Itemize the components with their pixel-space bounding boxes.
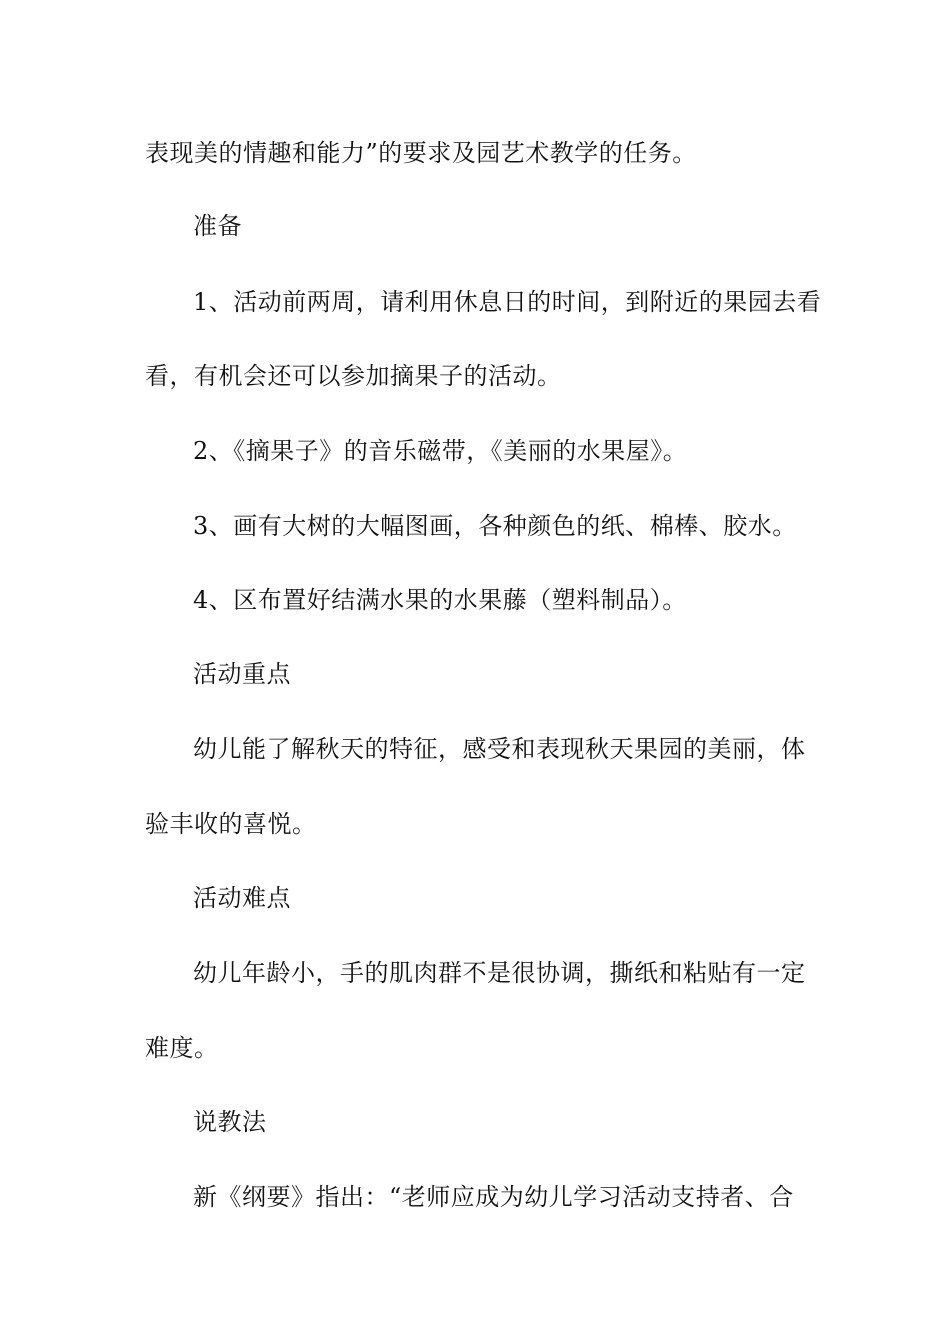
difficulties-text-line-1: 幼儿年龄小，手的肌肉群不是很协调，撕纸和粘贴有一定 [193, 959, 806, 987]
preparation-item-2: 2、《摘果子》的音乐磁带，《美丽的水果屋》。 [193, 437, 688, 465]
preparation-item-3: 3、画有大树的大幅图画，各种颜色的纸、棉棒、胶水。 [193, 512, 797, 540]
key-points-text-line-1: 幼儿能了解秋天的特征，感受和表现秋天果园的美丽，体 [193, 735, 806, 763]
section-heading-preparation: 准备 [193, 212, 242, 240]
preparation-item-4: 4、区布置好结满水果的水果藤（塑料制品）。 [193, 586, 687, 614]
teaching-method-text-line-1: 新《纲要》指出：“老师应成为幼儿学习活动支持者、合 [193, 1183, 794, 1211]
section-heading-key-points: 活动重点 [193, 660, 291, 688]
difficulties-text-line-2: 难度。 [145, 1034, 219, 1062]
paragraph-continuation-line: 表现美的情趣和能力”的要求及园艺术教学的任务。 [145, 139, 697, 167]
key-points-text-line-2: 验丰收的喜悦。 [145, 810, 317, 838]
section-heading-teaching-method: 说教法 [193, 1108, 267, 1136]
section-heading-difficulties: 活动难点 [193, 884, 291, 912]
preparation-item-1-line-1: 1、活动前两周，请利用休息日的时间，到附近的果园去看 [193, 288, 822, 316]
preparation-item-1-line-2: 看，有机会还可以参加摘果子的活动。 [145, 362, 562, 390]
